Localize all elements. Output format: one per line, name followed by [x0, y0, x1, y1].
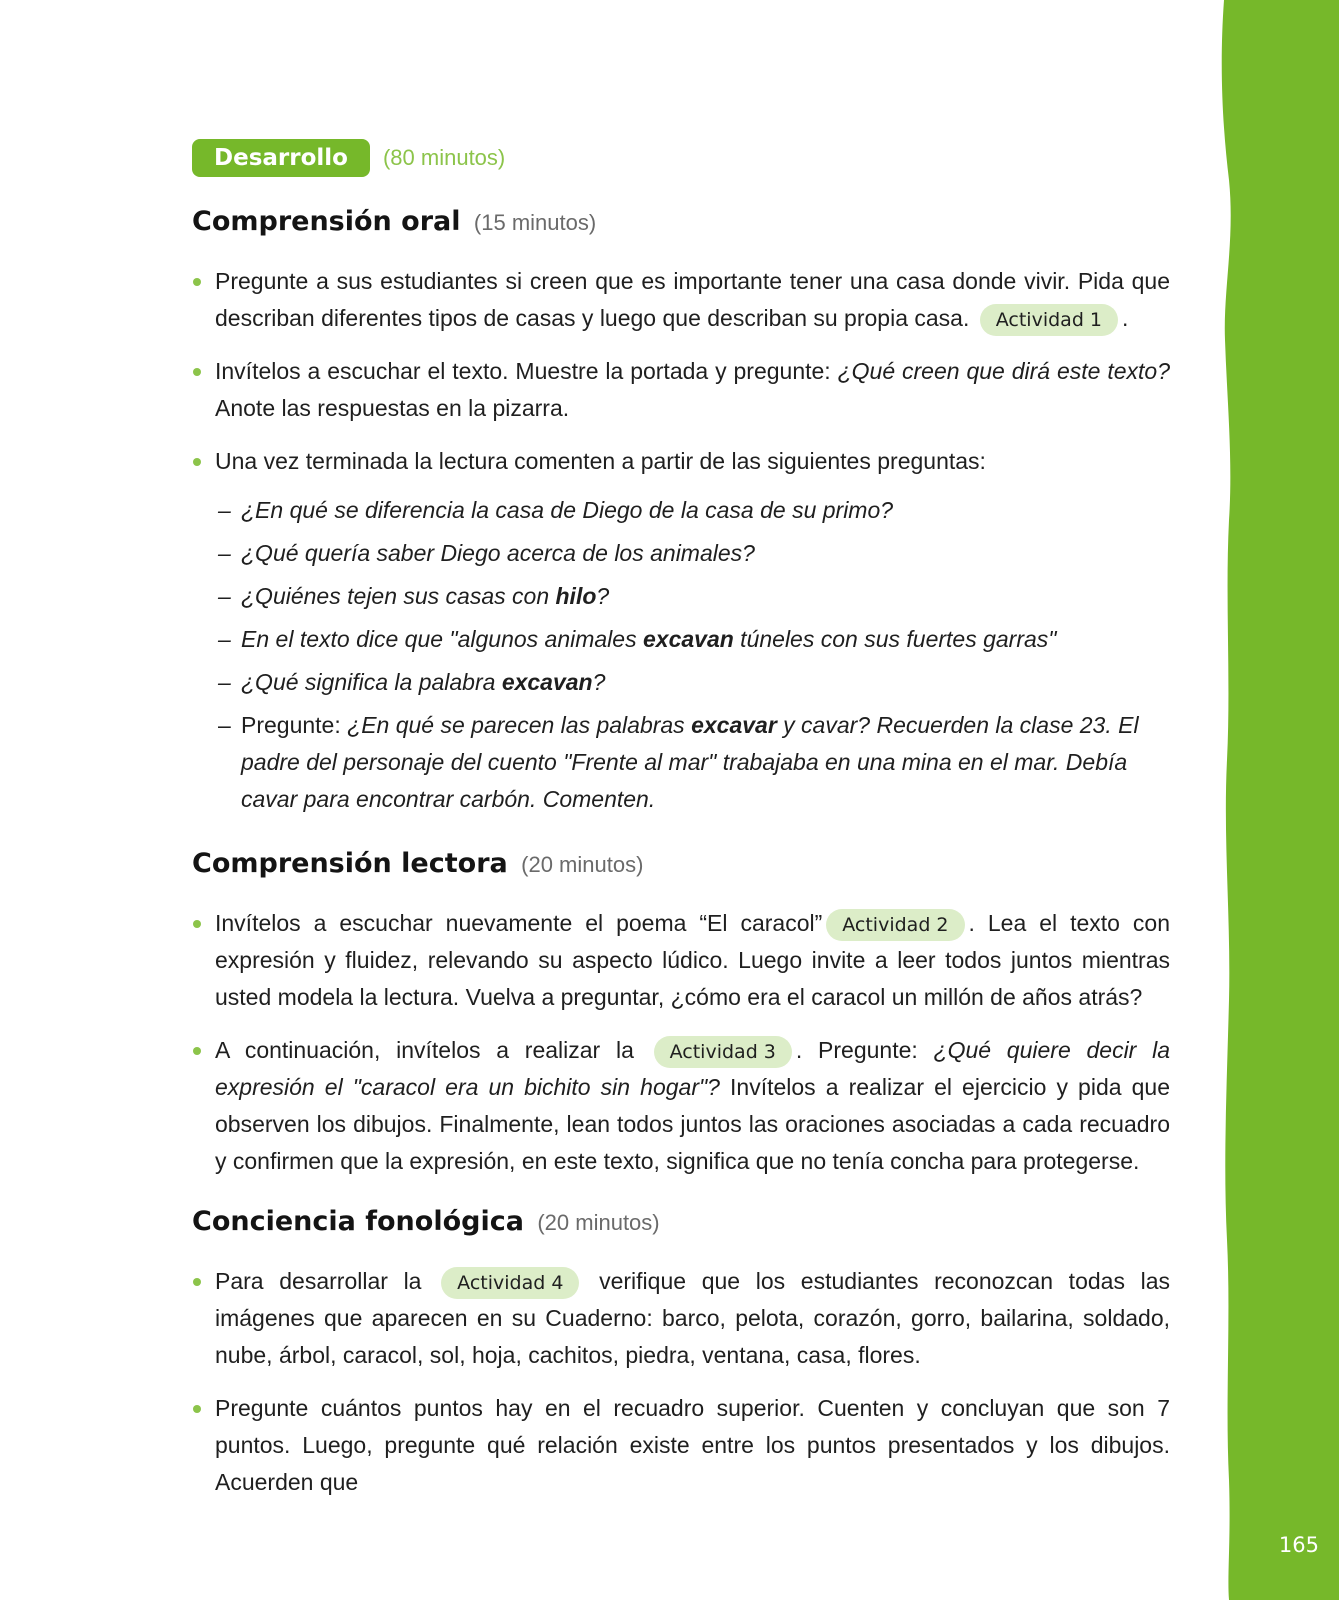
text: Una vez terminada la lectura comenten a partir de las siguientes preguntas:	[215, 448, 986, 474]
activity-badge: Actividad 2	[826, 909, 964, 941]
activity-badge: Actividad 3	[654, 1036, 792, 1068]
text: Para desarrollar la	[215, 1268, 422, 1294]
bold-word: hilo	[555, 583, 597, 609]
text: .	[1122, 305, 1129, 331]
page-content	[192, 138, 1170, 1517]
question-item	[192, 707, 1170, 818]
text: Pregunte cuántos puntos hay en el recuadro superior. Cuenten y concluyan que son 7 puntos. Luego, pregunte qué relación existe entre los puntos presentados y los dibujos. Acuerden que	[215, 1395, 1170, 1495]
text: ¿Quiénes tejen sus casas con	[241, 583, 556, 609]
bullet-list	[192, 263, 1170, 480]
activity-badge: Actividad 4	[441, 1267, 579, 1299]
text: Pregunte:	[241, 712, 348, 738]
text: ?	[596, 583, 610, 609]
section-title-text: Comprensión lectora	[192, 848, 508, 879]
section-title-comprension-lectora	[192, 846, 1170, 883]
activity-badge: Actividad 1	[980, 304, 1118, 336]
bullet-list	[192, 905, 1170, 1180]
text: ¿Qué significa la palabra	[241, 669, 502, 695]
question-item: – ¿En qué se diferencia la casa de Diego de la casa de su primo?	[192, 492, 1170, 529]
text: Invítelos a realizar el ejercicio y pida que observen los dibujos. Finalmente, lean todos juntos las oraciones asociadas a cada recuadro y confirmen que la expresión, en este texto, significa que no tenía concha para protegerse.	[215, 1074, 1170, 1174]
list-item	[192, 263, 1170, 337]
italic-text: ¿En qué se parecen las palabras	[347, 712, 692, 738]
list-item	[192, 443, 1170, 480]
question-item	[192, 578, 1170, 615]
bold-word: excavan	[642, 626, 734, 652]
list-item	[192, 353, 1170, 427]
list-item	[192, 1263, 1170, 1374]
text: A continuación, invítelos a realizar la	[215, 1037, 634, 1063]
text: Anote las respuestas en la pizarra.	[215, 395, 570, 421]
page-number: 165	[1278, 1533, 1319, 1557]
text: . Lea el texto con expresión y fluidez, relevando su aspecto lúdico. Luego invite a leer todos juntos mientras usted modela la lectura. Vuelva a preguntar, ¿cómo era el caracol un millón de años atrás?	[215, 910, 1170, 1010]
section-title-comprension-oral	[192, 204, 1170, 241]
list-item	[192, 1390, 1170, 1501]
text: En el texto dice que "algunos animales	[241, 626, 643, 652]
stage-badge: Desarrollo	[192, 139, 370, 177]
list-item	[192, 1032, 1170, 1180]
bold-word: excavan	[501, 669, 593, 695]
section-title-text: Comprensión oral	[192, 206, 461, 237]
text: túneles con sus fuertes garras"	[733, 626, 1057, 652]
section-time: (20 minutos)	[521, 852, 644, 877]
text: Invítelos a escuchar nuevamente el poema “El caracol”	[215, 910, 823, 936]
green-side-band	[1219, 0, 1339, 1600]
text: . Pregunte:	[795, 1037, 934, 1063]
stage-time: (80 minutos)	[382, 145, 506, 170]
section-time: (20 minutos)	[537, 1210, 660, 1235]
bold-word: excavar	[691, 712, 777, 738]
question-item	[192, 664, 1170, 701]
section-time: (15 minutos)	[473, 210, 597, 235]
text: Invítelos a escuchar el texto. Muestre la portada y pregunte:	[215, 358, 838, 384]
text: Pregunte a sus estudiantes si creen que es importante tener una casa donde vivir. Pida que describan diferentes tipos de casas y luego que describan su propia casa.	[215, 268, 1170, 331]
section-title-conciencia-fonologica	[192, 1204, 1170, 1241]
stage-header	[192, 138, 1170, 178]
question-item	[192, 621, 1170, 658]
question-list	[192, 492, 1170, 818]
list-item	[192, 905, 1170, 1016]
italic-text: ¿Qué quiere decir la expresión el "caracol era un bichito sin hogar"?	[215, 1037, 1170, 1100]
bullet-list	[192, 1263, 1170, 1501]
text: ?	[592, 669, 606, 695]
italic-text: ¿Qué creen que dirá este texto?	[837, 358, 1170, 384]
section-title-text: Conciencia fonológica	[192, 1206, 524, 1237]
italic-text: y cavar? Recuerden la clase 23. El padre del personaje del cuento "Frente al mar" trabajaba en una mina en el mar. Debía cavar para encontrar carbón. Comenten.	[241, 712, 1139, 812]
question-item: – ¿Qué quería saber Diego acerca de los animales?	[192, 535, 1170, 572]
text: verifique que los estudiantes reconozcan todas las imágenes que aparecen en su Cuaderno: barco, pelota, corazón, gorro, bailarina, soldado, nube, árbol, caracol, sol, hoja, cachitos, piedra, ventana, casa, flores.	[215, 1268, 1171, 1368]
